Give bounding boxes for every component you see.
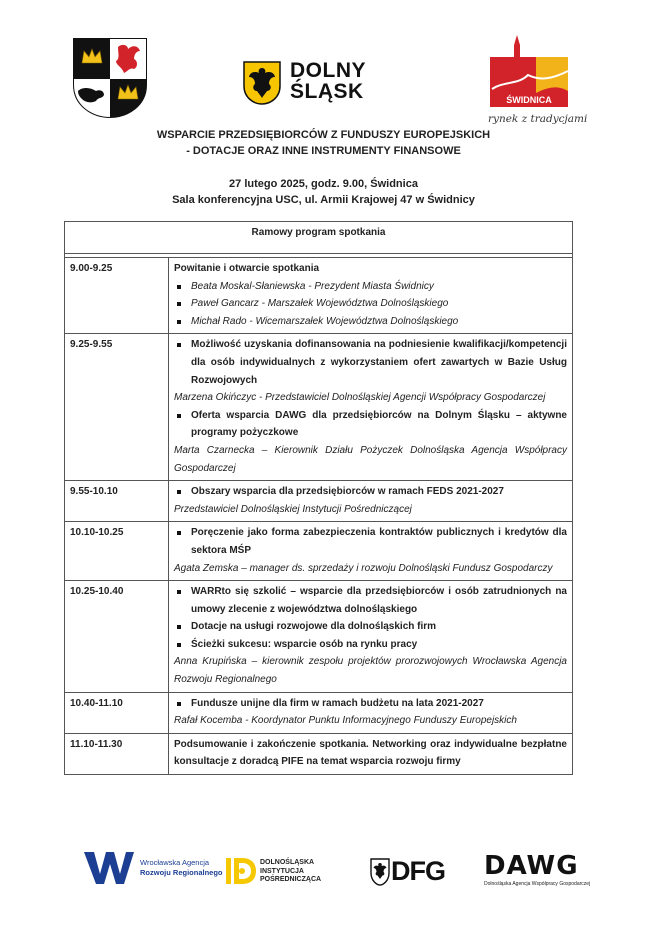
program-table: [64, 221, 573, 775]
dawg-logo: [484, 851, 591, 891]
warr-logo: [84, 848, 223, 888]
dolny-slask-wordmark: [290, 60, 366, 102]
topic-item: Obszary wsparcia dla przedsiębiorców w ramach FEDS 2021-2027: [174, 483, 567, 501]
warr-line2: Rozwoju Regionalnego: [140, 868, 223, 877]
event-date: 27 lutego 2025, godz. 9.00, Świdnica: [229, 178, 418, 190]
dolny-line2: ŚLĄSK: [290, 80, 364, 103]
dip-logo: [224, 854, 334, 888]
warr-name: [140, 858, 223, 878]
table-row: [65, 733, 573, 774]
dawg-fullname: Dolnośląska Agencja Współpracy Gospodarczej: [484, 881, 591, 887]
row-description: [169, 581, 573, 693]
speaker-item: Beata Moskal-Słaniewska - Prezydent Miasta Świdnicy: [174, 278, 567, 296]
row-section: Powitanie i otwarcie spotkania: [174, 263, 320, 274]
swidnica-emblem-icon: [488, 35, 570, 111]
warr-w-icon: [84, 850, 134, 886]
row-description: [169, 692, 573, 733]
topic-item: Oferta wsparcia DAWG dla przedsiębiorców na Dolnym Śląsku – aktywne programy pożyczkowe: [174, 407, 567, 442]
dip-line2: INSTYTUCJA: [260, 867, 304, 875]
topic-item: Ścieżki sukcesu: wsparcie osób na rynku pracy: [174, 636, 567, 654]
topic-item: Poręczenie jako forma zabezpieczenia kontraktów publicznych i kredytów dla sektora MŚP: [174, 524, 567, 559]
speaker-item: Michał Rado - Wicemarszałek Województwa Dolnośląskiego: [174, 313, 567, 331]
speaker-text: Rafał Kocemba - Koordynator Punktu Informacyjnego Funduszy Europejskich: [174, 715, 517, 727]
dip-mark-icon: [224, 854, 258, 888]
table-row: [65, 522, 573, 581]
row-time: 9.00-9.25: [65, 258, 169, 334]
table-row: [65, 581, 573, 693]
dip-name: [260, 859, 321, 885]
dip-line1: DOLNOŚLĄSKA: [260, 859, 315, 866]
row-time: 10.40-11.10: [65, 692, 169, 733]
dfg-wordmark: DFG: [391, 856, 445, 886]
row-description: [169, 258, 573, 334]
row-time: 9.25-9.55: [65, 334, 169, 481]
dolny-slask-logo: [242, 60, 382, 106]
topic-item: WARRto się szkolić – wsparcie dla przedsiębiorców i osób zatrudnionych na umowy zlecenie z województwa dolnośląskiego: [174, 583, 567, 618]
coat-of-arms-logo: [72, 37, 148, 119]
title-line2: - DOTACJE ORAZ INNE INSTRUMENTY FINANSOWE: [186, 145, 461, 157]
dip-line3: POŚREDNICZĄCA: [260, 876, 322, 883]
title-line1: WSPARCIE PRZEDSIĘBIORCÓW Z FUNDUSZY EUROPEJSKICH: [156, 129, 491, 141]
dfg-logo: [369, 853, 445, 889]
swidnica-name: ŚWIDNICA: [506, 95, 552, 105]
table-row: [65, 258, 573, 334]
row-description: [169, 481, 573, 522]
row-time: 9.55-10.10: [65, 481, 169, 522]
row-time: 10.10-10.25: [65, 522, 169, 581]
warr-line1: Wrocławska Agencja: [140, 858, 210, 867]
swidnica-logo: [488, 35, 588, 127]
program-heading-row: [65, 222, 573, 254]
speaker-text: Anna Krupińska – kierownik zespołu projektów prorozwojowych Wrocławska Agencja Rozwoju Regionalnego: [174, 656, 567, 686]
row-description: [169, 522, 573, 581]
dolny-line1: DOLNY: [290, 59, 366, 82]
topic-item: Fundusze unijne dla firm w ramach budżetu na lata 2021-2027: [174, 695, 567, 713]
speaker-text: Marzena Okińczyc - Przedstawiciel Dolnośląskiej Agencji Współpracy Gospodarczej: [174, 392, 546, 404]
topic-item: Dotacje na usługi rozwojowe dla dolnośląskich firm: [174, 618, 567, 636]
speaker-item: Paweł Gancarz - Marszałek Województwa Dolnośląskiego: [174, 295, 567, 313]
speaker-text: Przedstawiciel Dolnośląskiej Instytucji Pośredniczącej: [174, 503, 412, 515]
dawg-wordmark: DAWG: [484, 851, 579, 881]
dfg-eagle-icon: [369, 857, 391, 887]
topic-item: Możliwość uzyskania dofinansowania na podniesienie kwalifikacji/kompetencji dla osób indywidualnych z wykorzystaniem ofert zawartych w Bazie Usług Rozwojowych: [174, 336, 567, 389]
row-description: [169, 334, 573, 481]
swidnica-tagline: rynek z tradycjami: [488, 113, 588, 125]
row-section: Podsumowanie i zakończenie spotkania. Networking oraz indywidualne bezpłatne konsultacje z doradcą PIFE na temat wsparcia rozwoju firmy: [174, 738, 567, 768]
event-info: [0, 176, 647, 208]
program-heading: Ramowy program spotkania: [65, 222, 573, 254]
eagle-shield-icon: [242, 60, 282, 106]
speaker-text: Agata Zemska – manager ds. sprzedaży i rozwoju Dolnośląski Fundusz Gospodarczy: [174, 562, 553, 574]
row-time: 11.10-11.30: [65, 733, 169, 774]
table-row: [65, 334, 573, 481]
row-description: [169, 733, 573, 774]
event-venue: Sala konferencyjna USC, ul. Armii Krajowej 47 w Świdnicy: [172, 194, 475, 206]
table-row: [65, 481, 573, 522]
row-time: 10.25-10.40: [65, 581, 169, 693]
speaker-text: Marta Czarnecka – Kierownik Działu Pożyczek Dolnośląska Agencja Współpracy Gospodarczej: [174, 444, 567, 474]
document-title: [0, 127, 647, 159]
table-row: [65, 692, 573, 733]
